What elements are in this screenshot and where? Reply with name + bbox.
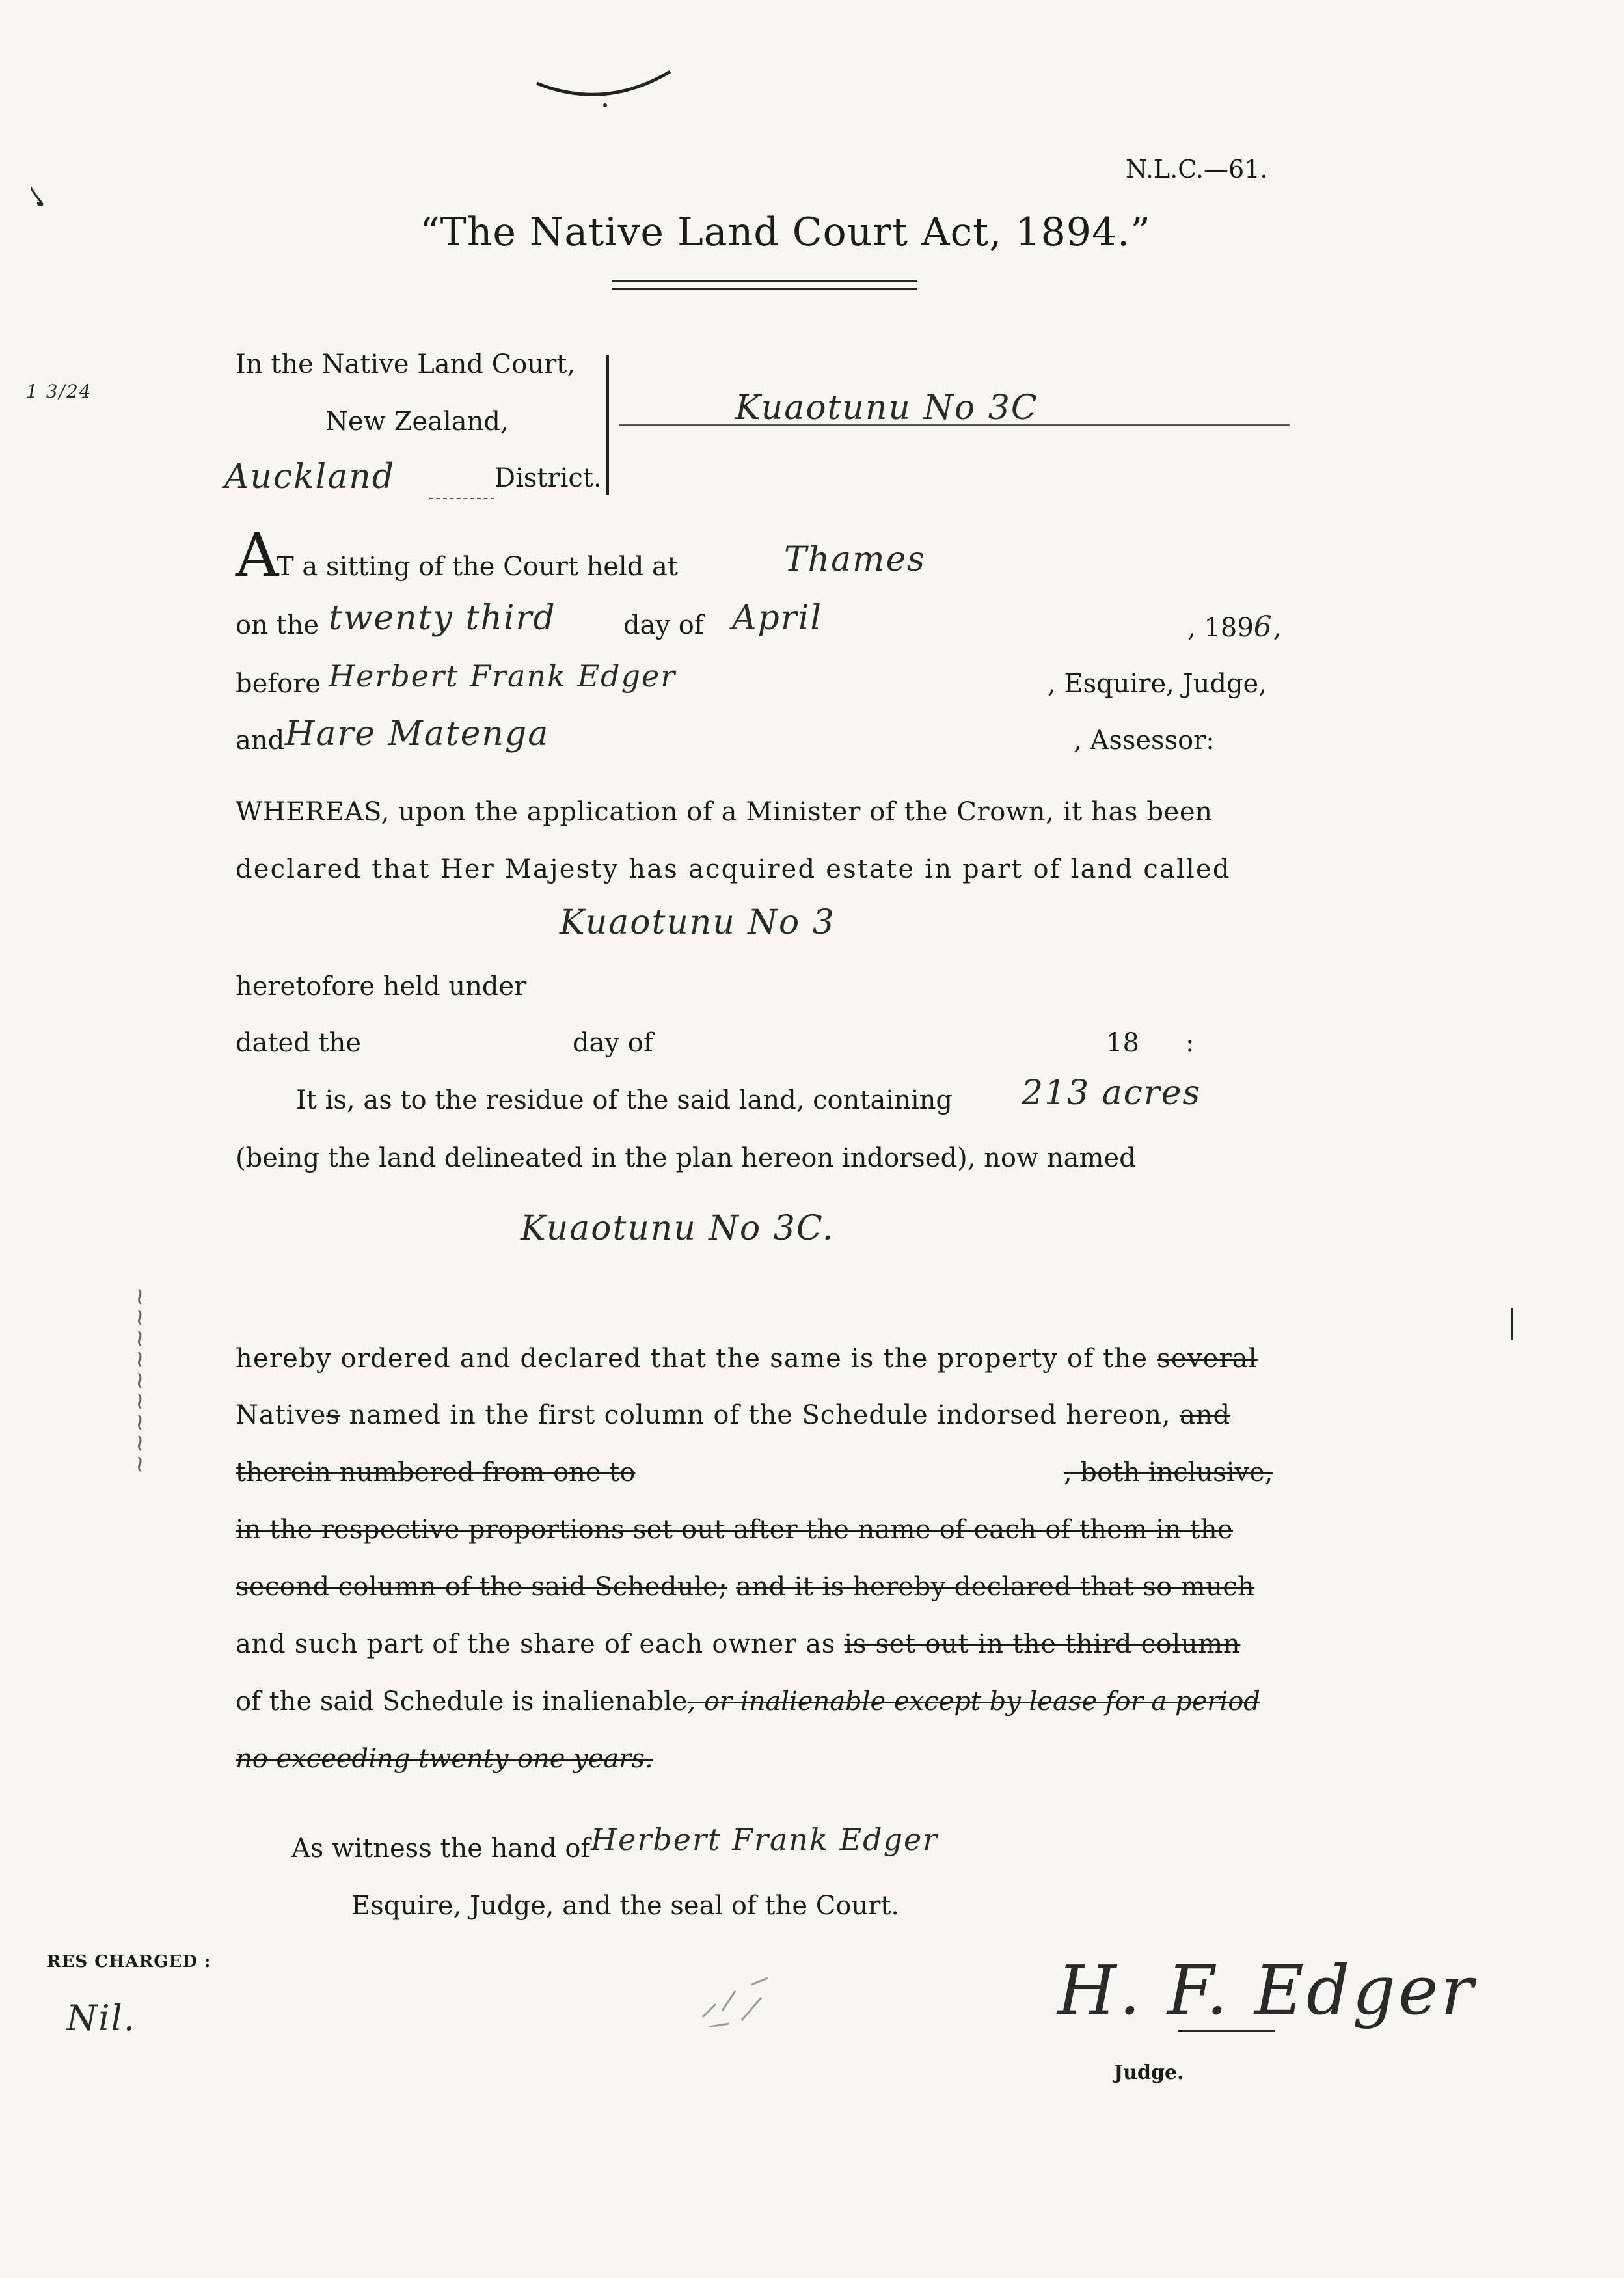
- fees-value: Nil.: [66, 1998, 136, 2039]
- drop-cap: A: [236, 521, 279, 590]
- court-seal-impression: [690, 1965, 787, 2037]
- struck-both-inclusive: , both inclusive,: [1064, 1458, 1273, 1487]
- block-name-line: [619, 424, 1290, 426]
- order-line-1: [236, 1344, 1258, 1374]
- title-rule-2: [612, 288, 917, 290]
- sitting-month: April: [732, 599, 822, 638]
- act-title: “The Native Land Court Act, 1894.”: [420, 210, 1151, 255]
- form-number: N.L.C.—61.: [1126, 155, 1268, 183]
- sitting-line: T a sitting of the Court held at: [277, 552, 678, 582]
- before-label: before: [236, 669, 321, 699]
- sitting-year-prefix: , 189: [1187, 613, 1254, 643]
- court-brace: [600, 355, 609, 495]
- order-line-1-text: hereby ordered and declared that the same is the property of the: [236, 1344, 1148, 1374]
- district-label: District.: [494, 463, 602, 493]
- right-margin-tick: [1511, 1308, 1513, 1340]
- dated-the-label: dated the: [236, 1028, 362, 1058]
- assessor-label: , Assessor:: [1074, 725, 1215, 755]
- block-name: Kuaotunu No 3C: [735, 388, 1038, 427]
- order-line-2-text: named in the first column of the Schedule indorsed hereon,: [349, 1400, 1171, 1430]
- district-line: [429, 498, 494, 499]
- order-line-8-struck: no exceeding twenty-one years.: [236, 1744, 653, 1774]
- signature-flourish: [1178, 2030, 1275, 2032]
- margin-vertical-scribble: ~~~~~~~~~: [126, 1285, 154, 1474]
- order-line-7: [236, 1687, 1260, 1716]
- sitting-year-digit: 6: [1253, 610, 1273, 644]
- struck-lease-clause: , or inalienable except by lease for a period: [687, 1687, 1260, 1716]
- residue-line-2: (being the land delineated in the plan hereon indorsed), now named: [236, 1143, 1136, 1173]
- fees-label: RES CHARGED :: [47, 1952, 211, 1972]
- margin-mark-top: ✓: [18, 183, 56, 215]
- whereas-line-2: declared that Her Majesty has acquired estate in part of land called: [236, 854, 1231, 884]
- order-line-6: [236, 1629, 1240, 1659]
- order-line-3b: [1064, 1458, 1273, 1487]
- land-called-value: Kuaotunu No 3: [560, 903, 835, 942]
- top-swash-mark: [534, 65, 677, 117]
- sitting-year: [1187, 610, 1282, 644]
- sitting-year-suffix: ,: [1273, 613, 1282, 643]
- witness-name: Herbert Frank Edger: [591, 1822, 939, 1857]
- sitting-day: twenty third: [329, 599, 556, 638]
- whereas-line-1: WHEREAS, upon the application of a Minister of the Crown, it has been: [236, 797, 1213, 827]
- assessor-name: Hare Matenga: [285, 714, 550, 753]
- and-label: and: [236, 725, 285, 755]
- struck-so-much: and it is hereby declared that so much: [736, 1572, 1255, 1602]
- order-natives-text: Native: [236, 1400, 327, 1430]
- court-line-2: New Zealand,: [325, 407, 509, 437]
- dated-year-end: :: [1185, 1028, 1195, 1058]
- title-rule-1: [612, 280, 917, 282]
- struck-third-column: is set out in the third column: [844, 1629, 1241, 1659]
- judge-name: Herbert Frank Edger: [329, 658, 677, 694]
- margin-note: 1 3/24: [26, 381, 92, 402]
- day-of-label: day of: [623, 610, 704, 640]
- struck-second-column: second column of the said Schedule;: [236, 1572, 728, 1602]
- order-line-6-text: and such part of the share of each owner as: [236, 1629, 835, 1659]
- order-line-7-text: of the said Schedule is inalienable: [236, 1687, 688, 1716]
- order-line-3-struck: therein numbered from one to: [236, 1458, 636, 1487]
- residue-area: 213 acres: [1022, 1074, 1202, 1113]
- judge-signature: H. F. Edger: [1057, 1951, 1476, 2030]
- residue-line-1: It is, as to the residue of the said land, containing: [296, 1085, 953, 1115]
- dated-year: 18: [1106, 1028, 1139, 1058]
- new-name-value: Kuaotunu No 3C.: [521, 1209, 835, 1248]
- district-value: Auckland: [224, 457, 396, 496]
- sitting-place: Thames: [784, 540, 926, 579]
- held-under-label: heretofore held under: [236, 971, 527, 1001]
- struck-several: several: [1157, 1344, 1258, 1374]
- witness-line-2: Esquire, Judge, and the seal of the Court.: [351, 1891, 900, 1921]
- witness-line-1: As witness the hand of: [291, 1834, 591, 1864]
- dated-day-of-label: day of: [573, 1028, 653, 1058]
- order-line-4-struck: in the respective proportions set out after the name of each of them in the: [236, 1515, 1233, 1545]
- signature-caption: Judge.: [1114, 2061, 1184, 2084]
- struck-and: and: [1180, 1400, 1230, 1430]
- struck-s: s: [326, 1400, 340, 1430]
- judge-label: , Esquire, Judge,: [1048, 669, 1267, 699]
- order-line-2: [236, 1400, 1230, 1430]
- court-line-1: In the Native Land Court,: [236, 349, 576, 379]
- on-the-label: on the: [236, 610, 319, 640]
- order-line-5: [236, 1572, 1254, 1602]
